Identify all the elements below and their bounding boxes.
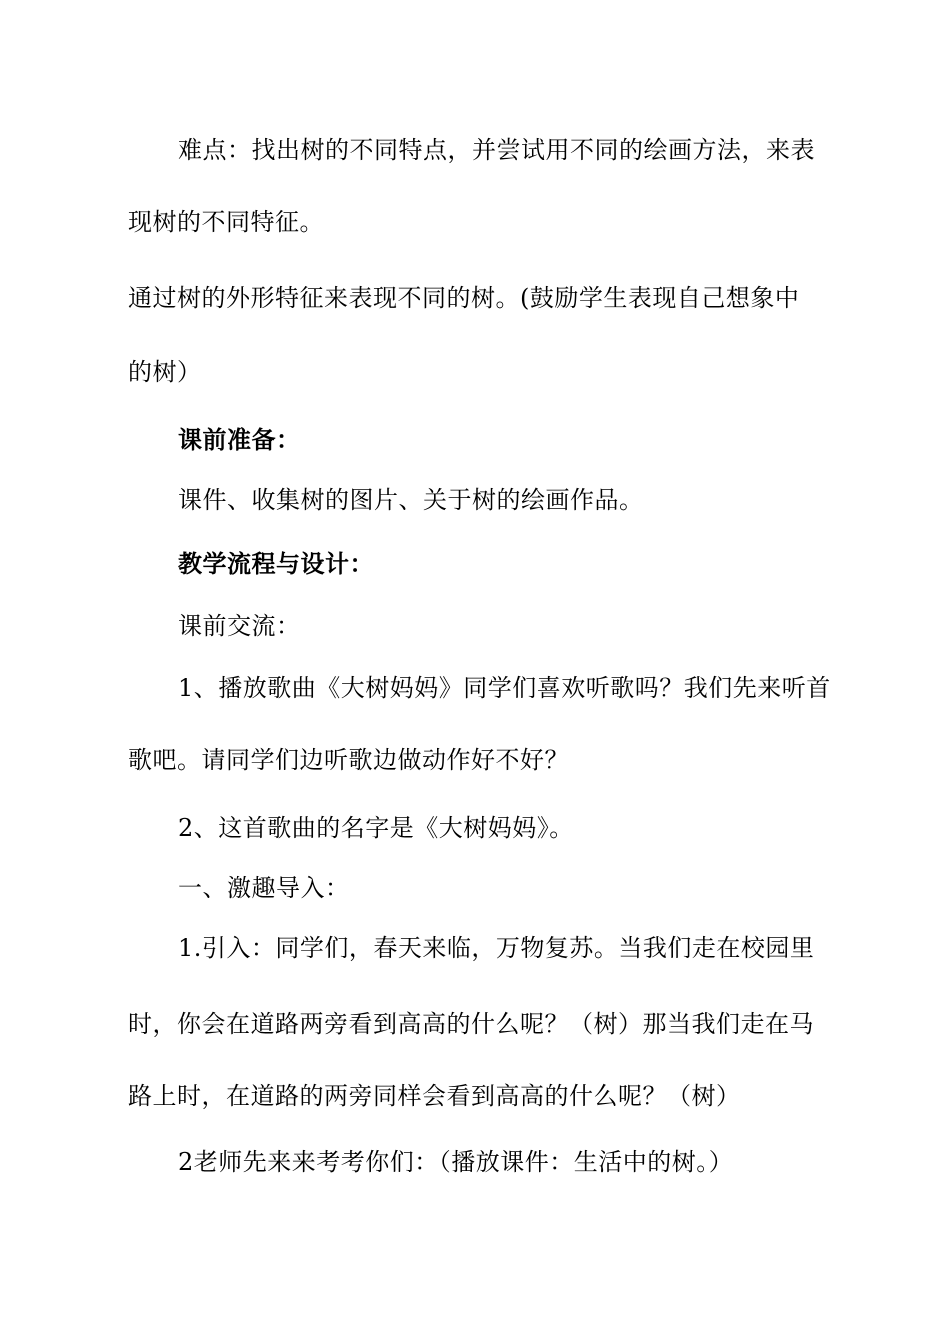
paragraph-method-line-2: 的树） [128, 358, 202, 386]
paragraph-method-line-1: 通过树的外形特征来表现不同的树。(鼓励学生表现自己想象中 [128, 284, 800, 312]
heading-preparation: 课前准备： [178, 425, 301, 454]
paragraph-intro-line-3: 路上时，在道路的两旁同样会看到高高的什么呢？（树） [128, 1082, 741, 1110]
paragraph-intro-line-2: 时，你会在道路两旁看到高高的什么呢？（树）那当我们走在马 [128, 1010, 814, 1038]
paragraph-song-line-1: 1、播放歌曲《大树妈妈》同学们喜欢听歌吗？我们先来听首 [178, 674, 831, 702]
paragraph-song-name: 2、这首歌曲的名字是《大树妈妈》。 [178, 814, 574, 842]
paragraph-preparation: 课件、收集树的图片、关于树的绘画作品。 [178, 486, 644, 514]
paragraph-difficulty-line-1: 难点：找出树的不同特点，并尝试用不同的绘画方法，来表 [178, 136, 815, 164]
subheading-pre-class: 课前交流： [178, 612, 301, 640]
paragraph-intro-line-1: 1.引入：同学们，春天来临，万物复苏。当我们走在校园里 [178, 934, 815, 962]
heading-teaching-flow: 教学流程与设计： [178, 549, 374, 578]
paragraph-quiz: 2老师先来来考考你们：（播放课件：生活中的树。） [178, 1148, 734, 1176]
paragraph-difficulty-line-2: 现树的不同特征。 [128, 208, 324, 236]
paragraph-song-line-2: 歌吧。请同学们边听歌边做动作好不好？ [128, 746, 569, 774]
subheading-introduction: 一、激趣导入： [178, 874, 350, 902]
